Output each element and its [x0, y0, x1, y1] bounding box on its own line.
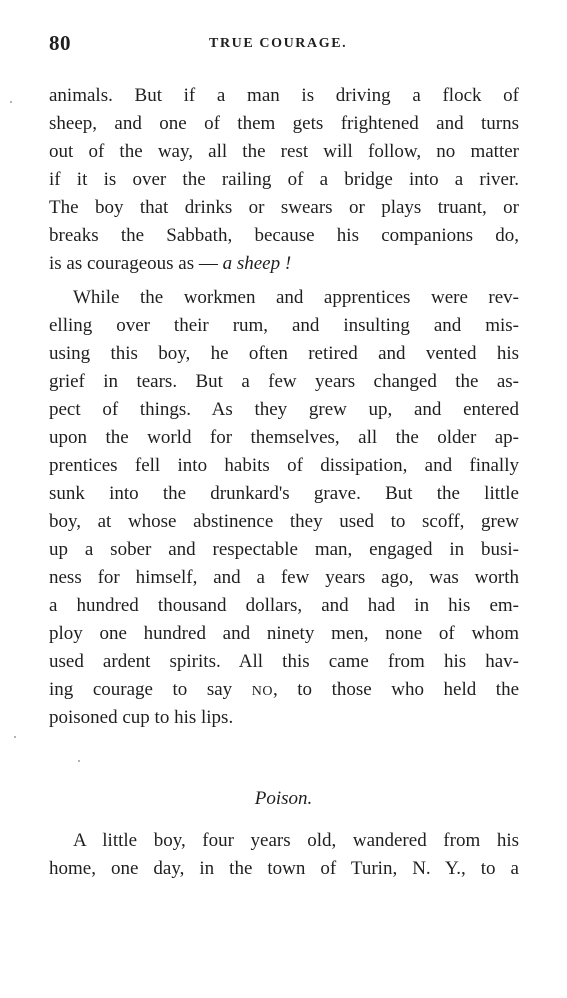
text-line — [49, 250, 519, 277]
text-line: sunk into the drunkard's grave. But the little — [49, 483, 519, 504]
scan-speck — [14, 736, 16, 738]
text-line: poisoned cup to his lips. — [49, 707, 234, 728]
text-line: sheep, and one of them gets frightened and turns — [49, 113, 519, 134]
text-line — [49, 676, 519, 705]
text-line: boy, at whose abstinence they used to scoff, grew — [49, 511, 519, 532]
text-line: A little boy, four years old, wandered from his — [73, 830, 519, 851]
line-text: , to those who held the — [272, 679, 520, 700]
text-line: used ardent spirits. All this came from his hav- — [49, 651, 519, 672]
text-line: up a sober and respectable man, engaged in busi- — [49, 539, 519, 560]
text-line: prentices fell into habits of dissipation, and finally — [49, 455, 519, 476]
scan-speck — [78, 760, 80, 762]
text-line: ploy one hundred and ninety men, none of whom — [49, 623, 519, 644]
text-line: animals. But if a man is driving a flock of — [49, 85, 519, 106]
text-line: if it is over the railing of a bridge into a river. — [49, 169, 519, 190]
text-line: While the workmen and apprentices were rev- — [73, 287, 519, 308]
emphasized-text: a sheep ! — [222, 253, 292, 274]
text-line: ness for himself, and a few years ago, was worth — [49, 567, 519, 588]
scan-speck — [10, 101, 12, 103]
running-head — [49, 31, 520, 55]
page-number: 80 — [49, 31, 71, 55]
section-heading: Poison. — [254, 788, 313, 809]
line-text: is as courageous as — — [49, 253, 218, 274]
small-caps-no: NO — [251, 684, 273, 699]
text-line: breaks the Sabbath, because his companions do, — [49, 225, 519, 246]
line-text: ing courage to say — [49, 679, 233, 700]
running-title: TRUE COURAGE. — [209, 36, 348, 51]
text-line: home, one day, in the town of Turin, N. Y., to a — [49, 858, 519, 879]
text-line: elling over their rum, and insulting and mis- — [49, 315, 519, 336]
text-line: grief in tears. But a few years changed the as- — [49, 371, 519, 392]
text-line: a hundred thousand dollars, and had in his em- — [49, 595, 519, 616]
text-line: The boy that drinks or swears or plays truant, or — [49, 197, 519, 218]
text-line: upon the world for themselves, all the older ap- — [49, 427, 519, 448]
text-line: pect of things. As they grew up, and entered — [49, 399, 519, 420]
text-line: out of the way, all the rest will follow, no matter — [49, 141, 519, 162]
text-line: using this boy, he often retired and vented his — [49, 343, 519, 364]
